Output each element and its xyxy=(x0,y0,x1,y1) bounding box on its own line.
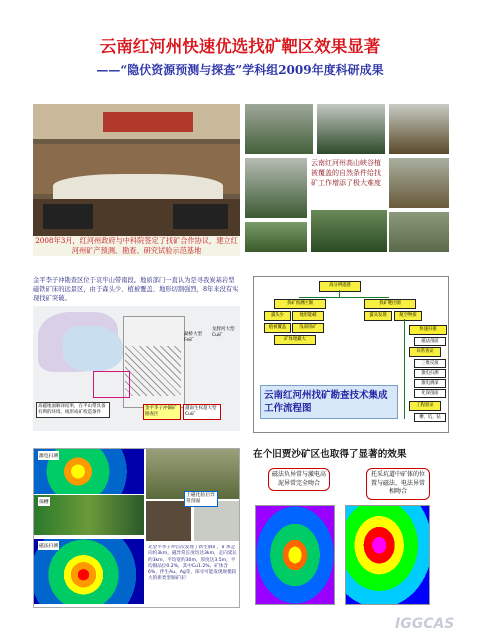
terrain-photo-2 xyxy=(317,104,385,154)
callout-tunnel: 托采坑道中矿体的位置与磁法、电法异常相吻合 xyxy=(366,468,430,500)
flow-left-head: 找矿预测区圈 xyxy=(274,299,326,309)
terrain-photo-6 xyxy=(245,222,307,252)
flow-right-4: 激电扫测 xyxy=(414,369,446,378)
flow-right-1: 磁法剖面 xyxy=(414,337,446,346)
map-tag-study-area: 金平李子冲铜矿勘查区 xyxy=(143,404,181,420)
flow-right-6: 化探剖面 xyxy=(414,389,446,398)
anomaly-map-left xyxy=(255,505,335,605)
flow-left-4: 浅部找矿 xyxy=(292,323,324,333)
finding-text: 北金平李子冲首次发现了新生铜矿，矿体走向约3km，磁异常长度均达3km，走向延长约3km，平均宽约30m，厚度达3.5m，平均铜品位0.2%，其中Cu1.2%、矿体含6%，伴生Au、Ag等，探寻可能发现规模较大的新类型铜矿床！ xyxy=(148,545,238,582)
terrain-photo-1 xyxy=(245,104,313,154)
meeting-photo xyxy=(33,104,240,236)
flow-mid-head: 找矿靶区圈 xyxy=(364,299,416,309)
flow-mid-2: 航空物探 xyxy=(394,311,422,321)
label-ip-scan: 激电扫测 xyxy=(38,451,59,460)
flow-right-3: 三维反演 xyxy=(414,359,446,368)
flow-right-5: 激电测深 xyxy=(414,379,446,388)
flow-left-5: 矿体埋藏大 xyxy=(274,335,316,345)
workflow-flowchart xyxy=(253,276,449,433)
terrain-photo-8 xyxy=(389,212,449,252)
terrain-photo-4 xyxy=(245,158,307,218)
flow-right-0: 快速扫描 xyxy=(409,325,447,335)
flow-left-1: 露头少 xyxy=(264,311,291,321)
flow-mid-1: 露头发现 xyxy=(364,311,392,321)
map-caption: 金平李子冲勘查区位于哀牢山带南段。地质部门一直认为是寻我炭基岩型磁铁矿床的远景区，由于森头少、植被覆盖、地形切割强烈，8年来没有实现找矿突破。 xyxy=(33,277,239,302)
flow-top-node: 高分辨遥感 xyxy=(319,281,361,292)
section3-heading: 在个旧贾沙矿区也取得了显著的效果 xyxy=(253,449,407,460)
label-mag-scan: 磁法扫测 xyxy=(38,541,59,550)
map-tag-cu-mine: 龙脖河大型Cu矿 xyxy=(212,327,235,338)
label-trench: 探槽 xyxy=(38,497,50,506)
terrain-caption: 云南红河州高山峡谷植被覆盖的自然条件给找矿工作增添了极大难度 xyxy=(311,159,381,187)
drill-note: 上磁化验后异常剖面 xyxy=(184,491,218,507)
terrain-photo-3 xyxy=(389,104,449,154)
geology-map xyxy=(33,306,240,431)
flow-right-7: 工程验证 xyxy=(409,401,441,411)
callout-mag-ip: 磁法负异常与激电高泥异常完全吻合 xyxy=(268,468,330,491)
map-note-left: 高磁地面解译结果，在平山带具备有利的环境、线形成矿构造条件 xyxy=(36,402,110,418)
terrain-photo-5 xyxy=(389,158,449,208)
meeting-caption: 2008年3月，红河州政府与中科院签定了找矿合作协议，建立红河州矿产预测、勘查、研究试验示范基地 xyxy=(33,236,240,256)
map-tag-fe-mine: 勐桥大型Fe矿 xyxy=(184,332,202,343)
flow-right-8: 槽、坑、钻 xyxy=(414,413,446,422)
watermark: IGGCAS xyxy=(395,616,455,632)
flow-right-2: 异常查证 xyxy=(409,347,441,357)
page-title: 云南红河州快速优选找矿靶区效果显著 xyxy=(99,37,381,56)
survey-panel xyxy=(33,448,240,608)
flow-left-2: 地形陡峭 xyxy=(292,311,324,321)
anomaly-map-right xyxy=(345,505,430,605)
page-subtitle: ——“隐伏资源预测与探查”学科组2009年度科研成果 xyxy=(96,63,384,77)
flowchart-title: 云南红河州找矿勘查技术集成工作流程图 xyxy=(260,385,398,419)
map-tag-vietnam-mine: 越南生权超大型Cu矿 xyxy=(183,404,221,420)
terrain-photo-7 xyxy=(311,210,387,252)
flow-left-3: 植被覆盖 xyxy=(264,323,291,333)
